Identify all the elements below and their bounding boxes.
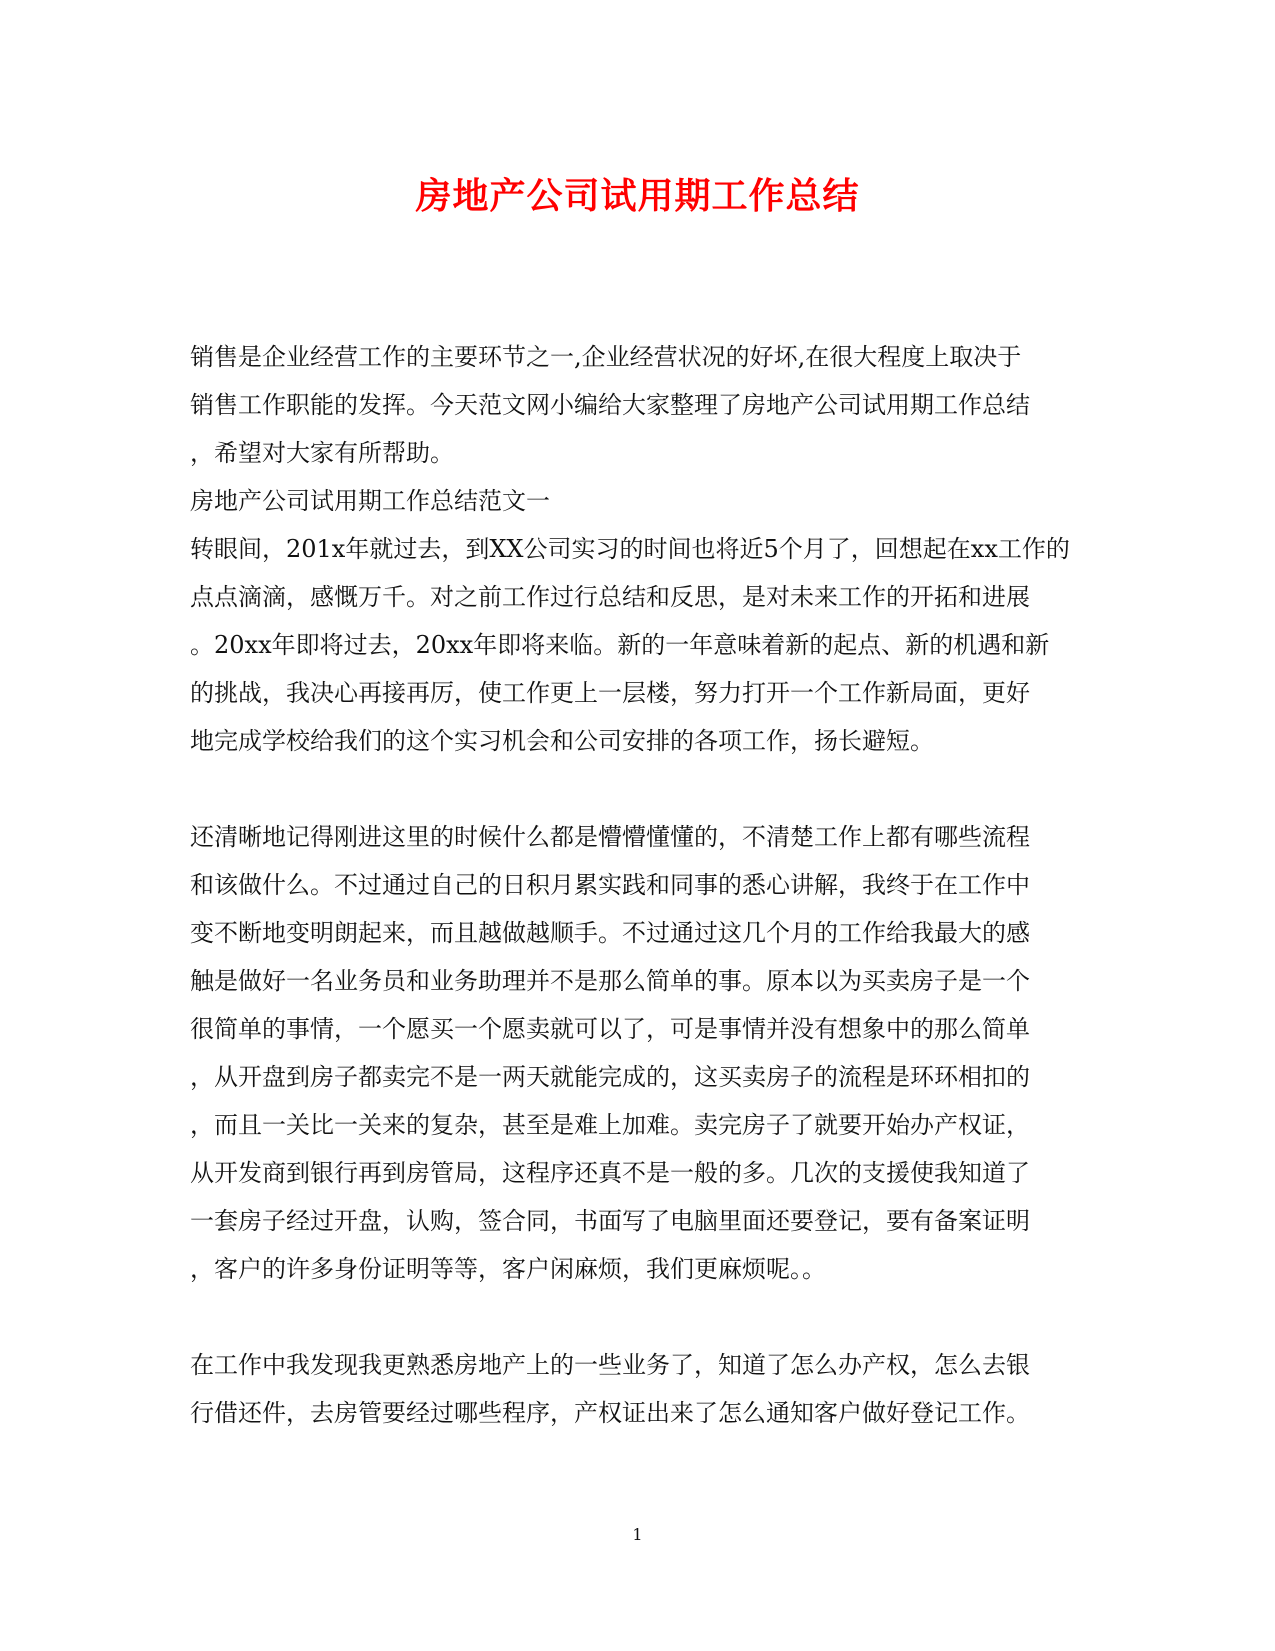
- text-line: ，客户的许多身份证明等等，客户闲麻烦，我们更麻烦呢。。: [190, 1255, 826, 1283]
- text-line: 销售是企业经营工作的主要环节之一,企业经营状况的好坏,在很大程度上取决于: [190, 343, 1022, 371]
- text-line: 还清晰地记得刚进这里的时候什么都是懵懵懂懂的，不清楚工作上都有哪些流程: [190, 823, 1030, 851]
- page-number: 1: [632, 1525, 643, 1544]
- text-line: 触是做好一名业务员和业务助理并不是那么简单的事。原本以为买卖房子是一个: [190, 967, 1030, 995]
- body-paragraph: [190, 1341, 1090, 1437]
- text-line: 销售工作职能的发挥。今天范文网小编给大家整理了房地产公司试用期工作总结: [190, 391, 1030, 419]
- text-line: 一套房子经过开盘，认购，签合同，书面写了电脑里面还要登记，要有备案证明: [190, 1207, 1030, 1235]
- text-line: 点点滴滴，感慨万千。对之前工作过行总结和反思，是对未来工作的开拓和进展: [190, 583, 1030, 611]
- text-line: 。20xx年即将过去，20xx年即将来临。新的一年意味着新的起点、新的机遇和新: [190, 631, 1050, 659]
- paragraph-gap: [190, 1293, 1090, 1341]
- text-line: 转眼间，201x年就过去，到XX公司实习的时间也将近5个月了，回想起在xx工作的: [190, 535, 1070, 563]
- text-line: 的挑战，我决心再接再厉，使工作更上一层楼，努力打开一个工作新局面，更好: [190, 679, 1030, 707]
- paragraph-gap: [190, 765, 1090, 813]
- text-line: 很简单的事情，一个愿买一个愿卖就可以了，可是事情并没有想象中的那么简单: [190, 1015, 1030, 1043]
- body-paragraph: [190, 813, 1090, 1293]
- intro-paragraph: [190, 333, 1090, 477]
- text-line: 房地产公司试用期工作总结范文一: [190, 487, 550, 515]
- text-line: 变不断地变明朗起来，而且越做越顺手。不过通过这几个月的工作给我最大的感: [190, 919, 1030, 947]
- text-line: ，从开盘到房子都卖完不是一两天就能完成的，这买卖房子的流程是环环相扣的: [190, 1063, 1030, 1091]
- text-line: ，而且一关比一关来的复杂，甚至是难上加难。卖完房子了就要开始办产权证，: [190, 1111, 1030, 1139]
- text-line: 行借还件，去房管要经过哪些程序，产权证出来了怎么通知客户做好登记工作。: [190, 1399, 1030, 1427]
- text-line: 在工作中我发现我更熟悉房地产上的一些业务了，知道了怎么办产权，怎么去银: [190, 1351, 1030, 1379]
- body-paragraph: [190, 525, 1090, 765]
- text-line: ，希望对大家有所帮助。: [190, 439, 454, 467]
- text-line: 和该做什么。不过通过自己的日积月累实践和同事的悉心讲解，我终于在工作中: [190, 871, 1030, 899]
- text-line: 从开发商到银行再到房管局，这程序还真不是一般的多。几次的支援使我知道了: [190, 1159, 1030, 1187]
- text-line: 地完成学校给我们的这个实习机会和公司安排的各项工作，扬长避短。: [190, 727, 934, 755]
- section-heading: [190, 477, 1090, 525]
- document-title: 房地产公司试用期工作总结: [415, 175, 860, 217]
- document-body: [190, 333, 1090, 1437]
